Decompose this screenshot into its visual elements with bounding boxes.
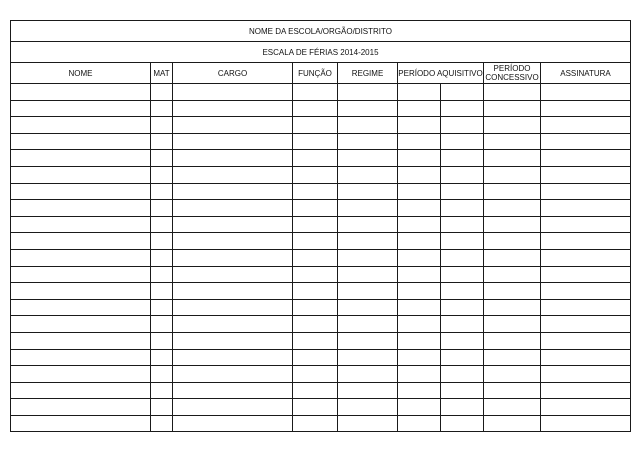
cell-nome <box>11 382 151 399</box>
cell-assinatura <box>541 166 631 183</box>
cell-nome <box>11 183 151 200</box>
cell-funcao <box>293 399 338 416</box>
cell-assinatura <box>541 233 631 250</box>
cell-mat <box>151 349 173 366</box>
cell-aquisitivo-fim <box>441 249 484 266</box>
cell-regime <box>338 399 398 416</box>
table-row <box>11 216 631 233</box>
cell-assinatura <box>541 382 631 399</box>
vacation-schedule-table <box>10 20 631 432</box>
cell-cargo <box>173 299 293 316</box>
cell-nome <box>11 283 151 300</box>
cell-concessivo <box>484 399 541 416</box>
cell-aquisitivo-fim <box>441 299 484 316</box>
column-header-regime: REGIME <box>338 63 398 84</box>
cell-aquisitivo-inicio <box>398 117 441 134</box>
cell-mat <box>151 283 173 300</box>
cell-regime <box>338 382 398 399</box>
cell-regime <box>338 349 398 366</box>
cell-aquisitivo-fim <box>441 366 484 383</box>
cell-mat <box>151 299 173 316</box>
cell-cargo <box>173 200 293 217</box>
cell-concessivo <box>484 166 541 183</box>
column-header-cargo: CARGO <box>173 63 293 84</box>
column-header-assinatura: ASSINATURA <box>541 63 631 84</box>
cell-cargo <box>173 150 293 167</box>
cell-regime <box>338 150 398 167</box>
cell-regime <box>338 183 398 200</box>
column-header-periodo-aquisitivo: PERÍODO AQUISITIVO <box>398 63 484 84</box>
cell-concessivo <box>484 415 541 432</box>
cell-mat <box>151 183 173 200</box>
cell-nome <box>11 249 151 266</box>
cell-concessivo <box>484 249 541 266</box>
cell-aquisitivo-fim <box>441 349 484 366</box>
cell-concessivo <box>484 133 541 150</box>
table-row <box>11 117 631 134</box>
cell-concessivo <box>484 84 541 101</box>
periodo-concessivo-line-2: CONCESSIVO <box>485 73 539 82</box>
cell-aquisitivo-fim <box>441 216 484 233</box>
cell-aquisitivo-inicio <box>398 399 441 416</box>
cell-assinatura <box>541 216 631 233</box>
cell-aquisitivo-inicio <box>398 283 441 300</box>
cell-funcao <box>293 349 338 366</box>
cell-nome <box>11 399 151 416</box>
cell-cargo <box>173 84 293 101</box>
cell-aquisitivo-fim <box>441 233 484 250</box>
table-row <box>11 266 631 283</box>
cell-funcao <box>293 415 338 432</box>
cell-mat <box>151 200 173 217</box>
cell-mat <box>151 266 173 283</box>
cell-mat <box>151 100 173 117</box>
cell-aquisitivo-inicio <box>398 299 441 316</box>
cell-cargo <box>173 166 293 183</box>
table-row <box>11 332 631 349</box>
table-row <box>11 133 631 150</box>
cell-assinatura <box>541 150 631 167</box>
cell-cargo <box>173 332 293 349</box>
cell-aquisitivo-fim <box>441 150 484 167</box>
cell-nome <box>11 415 151 432</box>
subtitle-row <box>11 42 631 63</box>
cell-cargo <box>173 183 293 200</box>
cell-cargo <box>173 415 293 432</box>
cell-mat <box>151 233 173 250</box>
cell-cargo <box>173 216 293 233</box>
cell-concessivo <box>484 233 541 250</box>
cell-funcao <box>293 117 338 134</box>
table-row <box>11 283 631 300</box>
cell-concessivo <box>484 382 541 399</box>
cell-concessivo <box>484 283 541 300</box>
cell-nome <box>11 266 151 283</box>
cell-cargo <box>173 100 293 117</box>
table-row <box>11 415 631 432</box>
cell-aquisitivo-inicio <box>398 183 441 200</box>
column-header-nome: NOME <box>11 63 151 84</box>
cell-regime <box>338 84 398 101</box>
cell-regime <box>338 117 398 134</box>
cell-funcao <box>293 283 338 300</box>
cell-mat <box>151 249 173 266</box>
cell-aquisitivo-inicio <box>398 415 441 432</box>
column-header-periodo-concessivo <box>484 63 541 84</box>
cell-aquisitivo-inicio <box>398 349 441 366</box>
cell-funcao <box>293 366 338 383</box>
table-row <box>11 200 631 217</box>
cell-cargo <box>173 399 293 416</box>
cell-aquisitivo-fim <box>441 166 484 183</box>
cell-cargo <box>173 382 293 399</box>
cell-mat <box>151 150 173 167</box>
cell-aquisitivo-fim <box>441 200 484 217</box>
cell-aquisitivo-fim <box>441 415 484 432</box>
table-row <box>11 349 631 366</box>
cell-concessivo <box>484 200 541 217</box>
cell-regime <box>338 166 398 183</box>
cell-regime <box>338 332 398 349</box>
cell-funcao <box>293 332 338 349</box>
cell-aquisitivo-inicio <box>398 266 441 283</box>
cell-concessivo <box>484 183 541 200</box>
periodo-concessivo-line-1: PERÍODO <box>493 64 531 73</box>
cell-funcao <box>293 133 338 150</box>
cell-nome <box>11 316 151 333</box>
cell-nome <box>11 299 151 316</box>
cell-mat <box>151 133 173 150</box>
cell-aquisitivo-inicio <box>398 332 441 349</box>
cell-cargo <box>173 366 293 383</box>
cell-aquisitivo-inicio <box>398 200 441 217</box>
cell-funcao <box>293 100 338 117</box>
cell-funcao <box>293 216 338 233</box>
cell-mat <box>151 332 173 349</box>
cell-funcao <box>293 299 338 316</box>
cell-aquisitivo-inicio <box>398 166 441 183</box>
cell-regime <box>338 283 398 300</box>
cell-aquisitivo-inicio <box>398 249 441 266</box>
cell-cargo <box>173 349 293 366</box>
school-name-title: NOME DA ESCOLA/ORGÃO/DISTRITO <box>11 21 631 42</box>
column-header-row <box>11 63 631 84</box>
cell-nome <box>11 216 151 233</box>
schedule-title: ESCALA DE FÉRIAS 2014-2015 <box>11 42 631 63</box>
cell-funcao <box>293 249 338 266</box>
cell-cargo <box>173 233 293 250</box>
cell-funcao <box>293 382 338 399</box>
cell-regime <box>338 316 398 333</box>
cell-funcao <box>293 233 338 250</box>
cell-mat <box>151 415 173 432</box>
table-row <box>11 233 631 250</box>
cell-regime <box>338 233 398 250</box>
table-row <box>11 183 631 200</box>
cell-concessivo <box>484 216 541 233</box>
cell-cargo <box>173 249 293 266</box>
table-row <box>11 366 631 383</box>
cell-aquisitivo-inicio <box>398 84 441 101</box>
cell-assinatura <box>541 332 631 349</box>
cell-aquisitivo-inicio <box>398 100 441 117</box>
cell-regime <box>338 133 398 150</box>
cell-cargo <box>173 133 293 150</box>
cell-regime <box>338 216 398 233</box>
cell-assinatura <box>541 266 631 283</box>
cell-assinatura <box>541 200 631 217</box>
cell-concessivo <box>484 100 541 117</box>
cell-nome <box>11 133 151 150</box>
cell-aquisitivo-fim <box>441 117 484 134</box>
cell-regime <box>338 266 398 283</box>
cell-nome <box>11 117 151 134</box>
cell-nome <box>11 166 151 183</box>
cell-aquisitivo-inicio <box>398 382 441 399</box>
title-row <box>11 21 631 42</box>
cell-assinatura <box>541 415 631 432</box>
table-row <box>11 249 631 266</box>
cell-assinatura <box>541 84 631 101</box>
cell-mat <box>151 366 173 383</box>
cell-assinatura <box>541 117 631 134</box>
cell-nome <box>11 332 151 349</box>
cell-concessivo <box>484 332 541 349</box>
cell-concessivo <box>484 366 541 383</box>
cell-assinatura <box>541 249 631 266</box>
cell-aquisitivo-fim <box>441 183 484 200</box>
cell-aquisitivo-fim <box>441 332 484 349</box>
cell-assinatura <box>541 133 631 150</box>
cell-mat <box>151 216 173 233</box>
cell-funcao <box>293 84 338 101</box>
cell-mat <box>151 399 173 416</box>
cell-aquisitivo-inicio <box>398 216 441 233</box>
cell-aquisitivo-fim <box>441 100 484 117</box>
column-header-funcao: FUNÇÃO <box>293 63 338 84</box>
cell-aquisitivo-inicio <box>398 366 441 383</box>
cell-aquisitivo-inicio <box>398 133 441 150</box>
table-row <box>11 100 631 117</box>
cell-aquisitivo-fim <box>441 316 484 333</box>
cell-aquisitivo-fim <box>441 133 484 150</box>
cell-nome <box>11 233 151 250</box>
table-row <box>11 382 631 399</box>
cell-funcao <box>293 166 338 183</box>
cell-mat <box>151 117 173 134</box>
cell-nome <box>11 366 151 383</box>
cell-aquisitivo-inicio <box>398 150 441 167</box>
cell-funcao <box>293 183 338 200</box>
cell-concessivo <box>484 299 541 316</box>
cell-funcao <box>293 200 338 217</box>
cell-regime <box>338 200 398 217</box>
cell-funcao <box>293 150 338 167</box>
table-row <box>11 399 631 416</box>
cell-concessivo <box>484 266 541 283</box>
cell-concessivo <box>484 349 541 366</box>
cell-aquisitivo-fim <box>441 382 484 399</box>
cell-cargo <box>173 266 293 283</box>
cell-funcao <box>293 316 338 333</box>
cell-concessivo <box>484 117 541 134</box>
cell-mat <box>151 166 173 183</box>
table-row <box>11 84 631 101</box>
column-header-mat: MAT <box>151 63 173 84</box>
cell-cargo <box>173 117 293 134</box>
cell-assinatura <box>541 100 631 117</box>
cell-aquisitivo-fim <box>441 266 484 283</box>
cell-assinatura <box>541 283 631 300</box>
cell-nome <box>11 349 151 366</box>
cell-assinatura <box>541 316 631 333</box>
table-row <box>11 150 631 167</box>
cell-assinatura <box>541 366 631 383</box>
cell-mat <box>151 316 173 333</box>
cell-nome <box>11 200 151 217</box>
cell-mat <box>151 382 173 399</box>
cell-aquisitivo-fim <box>441 283 484 300</box>
cell-cargo <box>173 283 293 300</box>
cell-nome <box>11 100 151 117</box>
cell-nome <box>11 150 151 167</box>
table-row <box>11 299 631 316</box>
cell-aquisitivo-fim <box>441 399 484 416</box>
cell-mat <box>151 84 173 101</box>
cell-cargo <box>173 316 293 333</box>
cell-funcao <box>293 266 338 283</box>
cell-regime <box>338 249 398 266</box>
cell-aquisitivo-inicio <box>398 233 441 250</box>
cell-regime <box>338 100 398 117</box>
table-row <box>11 166 631 183</box>
cell-assinatura <box>541 183 631 200</box>
cell-aquisitivo-inicio <box>398 316 441 333</box>
cell-aquisitivo-fim <box>441 84 484 101</box>
cell-assinatura <box>541 349 631 366</box>
cell-nome <box>11 84 151 101</box>
table-row <box>11 316 631 333</box>
cell-regime <box>338 415 398 432</box>
cell-assinatura <box>541 399 631 416</box>
cell-regime <box>338 366 398 383</box>
cell-regime <box>338 299 398 316</box>
cell-concessivo <box>484 316 541 333</box>
cell-concessivo <box>484 150 541 167</box>
cell-assinatura <box>541 299 631 316</box>
